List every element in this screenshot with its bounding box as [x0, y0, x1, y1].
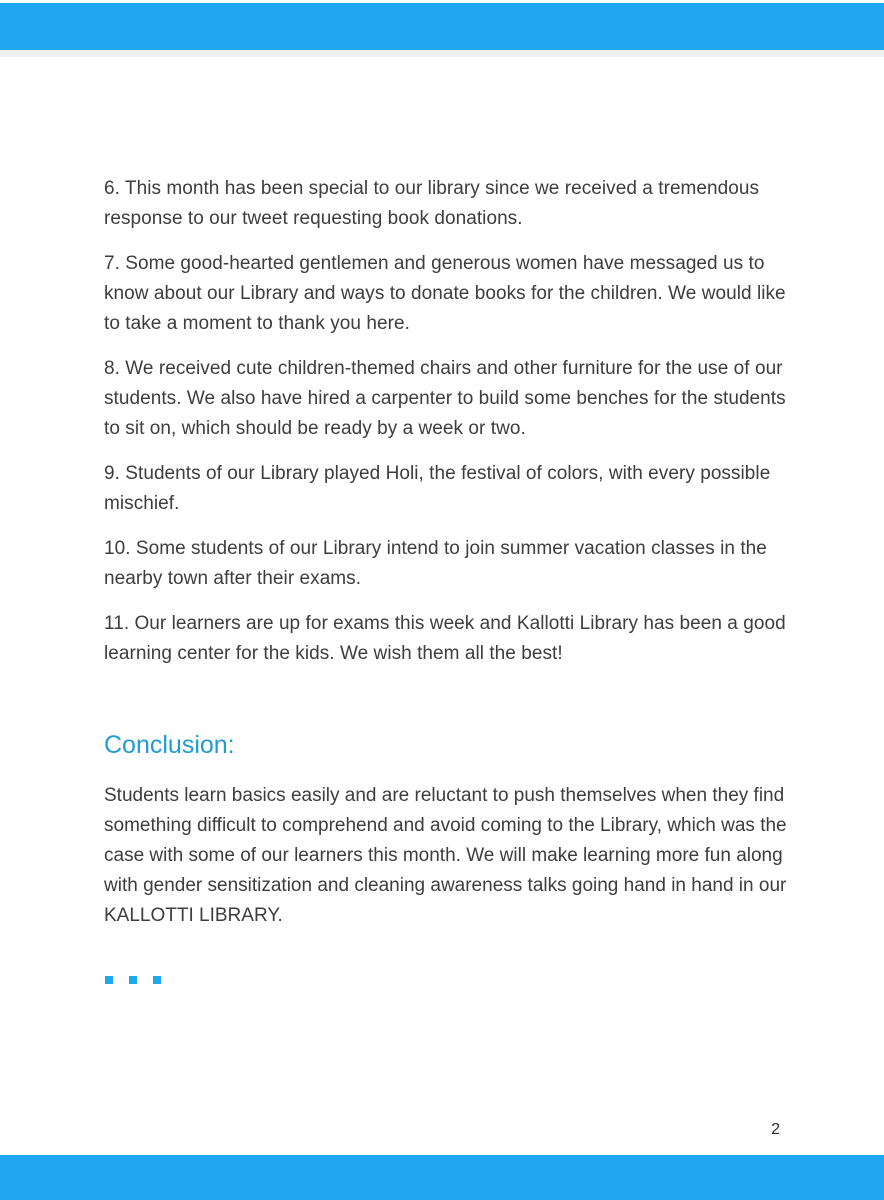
conclusion-heading: Conclusion: — [104, 731, 235, 759]
footer-band — [0, 1155, 884, 1200]
separator-dot — [105, 976, 113, 984]
report-item-6: 6. This month has been special to our library since we received a tremendous response to our tweet requesting book donations. — [104, 178, 760, 229]
separator-dot — [129, 976, 137, 984]
report-item-7: 7. Some good-hearted gentlemen and generous women have messaged us to know about our Library and ways to donate books for the children. We would like to take a moment to thank you here. — [104, 253, 786, 334]
report-item-11: 11. Our learners are up for exams this week and Kallotti Library has been a good learning center for the kids. We wish them all the best! — [104, 613, 786, 664]
report-items — [104, 174, 794, 684]
report-item-10: 10. Some students of our Library intend to join summer vacation classes in the nearby town after their exams. — [104, 538, 767, 589]
report-item-9: 9. Students of our Library played Holi, the festival of colors, with every possible mischief. — [104, 463, 771, 514]
header-band-shadow — [0, 50, 884, 57]
conclusion-paragraph: Students learn basics easily and are reluctant to push themselves when they find something difficult to comprehend and avoid coming to the Library, which was the case with some of our learners this month. We will make learning more fun along with gender sensitization and cleaning awareness talks going hand in hand in our KALLOTTI LIBRARY. — [104, 785, 787, 926]
report-item-8: 8. We received cute children-themed chairs and other furniture for the use of our students. We also have hired a carpenter to build some benches for the students to sit on, which should be ready by a week or two. — [104, 358, 786, 439]
separator-dot — [153, 976, 161, 984]
ellipsis-separator — [105, 976, 161, 984]
page-number: 2 — [771, 1121, 780, 1138]
header-band — [0, 3, 884, 50]
